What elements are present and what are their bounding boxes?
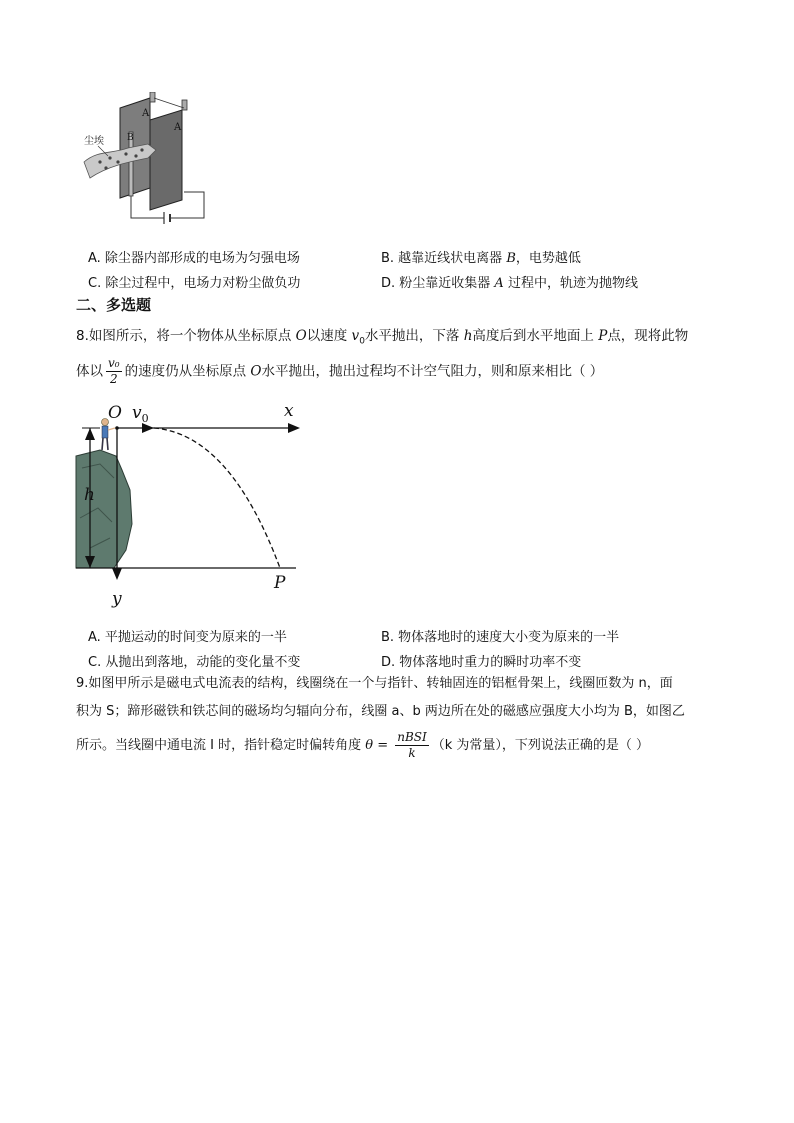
q7-option-b: B. 越靠近线状电离器 B，电势越低 bbox=[381, 251, 581, 266]
q8-line-2: 体以 $\frac{\text{v₀}}{2}$ 的速度仍从坐标原点 O水平抛出，抛出过程均不计空气阻力，则和原来相比（ ） bbox=[76, 356, 604, 386]
section-title: 二、多选题 bbox=[76, 296, 152, 314]
q7-option-a: A. 除尘器内部形成的电场为匀强电场 bbox=[88, 251, 300, 266]
plate-a-label-1: A bbox=[142, 108, 150, 119]
var-b: B bbox=[506, 251, 516, 266]
terminal-back bbox=[150, 92, 155, 102]
q9-line-2: 积为 S；蹄形磁铁和铁芯间的磁场均匀辐向分布，线圈 a、b 两边所在处的磁感应强度大小均为 B，如图乙 bbox=[76, 704, 685, 719]
label-h: h bbox=[84, 485, 95, 505]
label-p: P bbox=[274, 573, 286, 593]
q8-line-1: 8.如图所示，将一个物体从坐标原点 O以速度 $v_0$水平抛出，下落 h高度后到水平地面上 P点，现将此物 bbox=[76, 328, 689, 347]
q9-line-3: 所示。当线圈中通电流 I 时，指针稳定时偏转角度 θ = $\frac{\text{nBSI}}{k}$ （k 为常量），下列说法正确的是（ ） bbox=[76, 730, 650, 760]
q7-option-d: D. 粉尘靠近收集器 A 过程中，轨迹为抛物线 bbox=[381, 276, 638, 291]
q7-option-c: C. 除尘过程中，电场力对粉尘做负功 bbox=[88, 276, 301, 291]
thrower-body bbox=[102, 426, 108, 438]
fraction-nbsi-over-k: $\frac{\text{nBSI}}{k}$ bbox=[397, 730, 427, 760]
var-a: A bbox=[494, 276, 504, 291]
q8-option-c: C. 从抛出到落地，动能的变化量不变 bbox=[88, 655, 301, 670]
label-o: O bbox=[108, 403, 122, 423]
q8-option-a: A. 平抛运动的时间变为原来的一半 bbox=[88, 630, 287, 645]
plate-a-label-2: A bbox=[174, 122, 182, 133]
label-y: y bbox=[112, 589, 122, 608]
precipitator-figure bbox=[78, 92, 208, 226]
label-v0: $v_0$ bbox=[132, 403, 149, 425]
label-x: x bbox=[284, 401, 294, 421]
q8-option-d: D. 物体落地时重力的瞬时功率不变 bbox=[381, 655, 582, 670]
projectile-figure bbox=[70, 398, 310, 608]
terminal-front bbox=[182, 100, 187, 110]
q9-line-1: 9.如图甲所示是磁电式电流表的结构，线圈绕在一个与指针、转轴固连的铝框骨架上，线圈匝数为 n，面 bbox=[76, 676, 673, 691]
fraction-v0-over-2: $\frac{\text{v₀}}{2}$ bbox=[108, 356, 120, 386]
trajectory bbox=[154, 428, 280, 568]
q8-option-b: B. 物体落地时的速度大小变为原来的一半 bbox=[381, 630, 620, 645]
dust-label: 尘埃 bbox=[84, 136, 104, 147]
wire-b-label: B bbox=[127, 133, 134, 143]
